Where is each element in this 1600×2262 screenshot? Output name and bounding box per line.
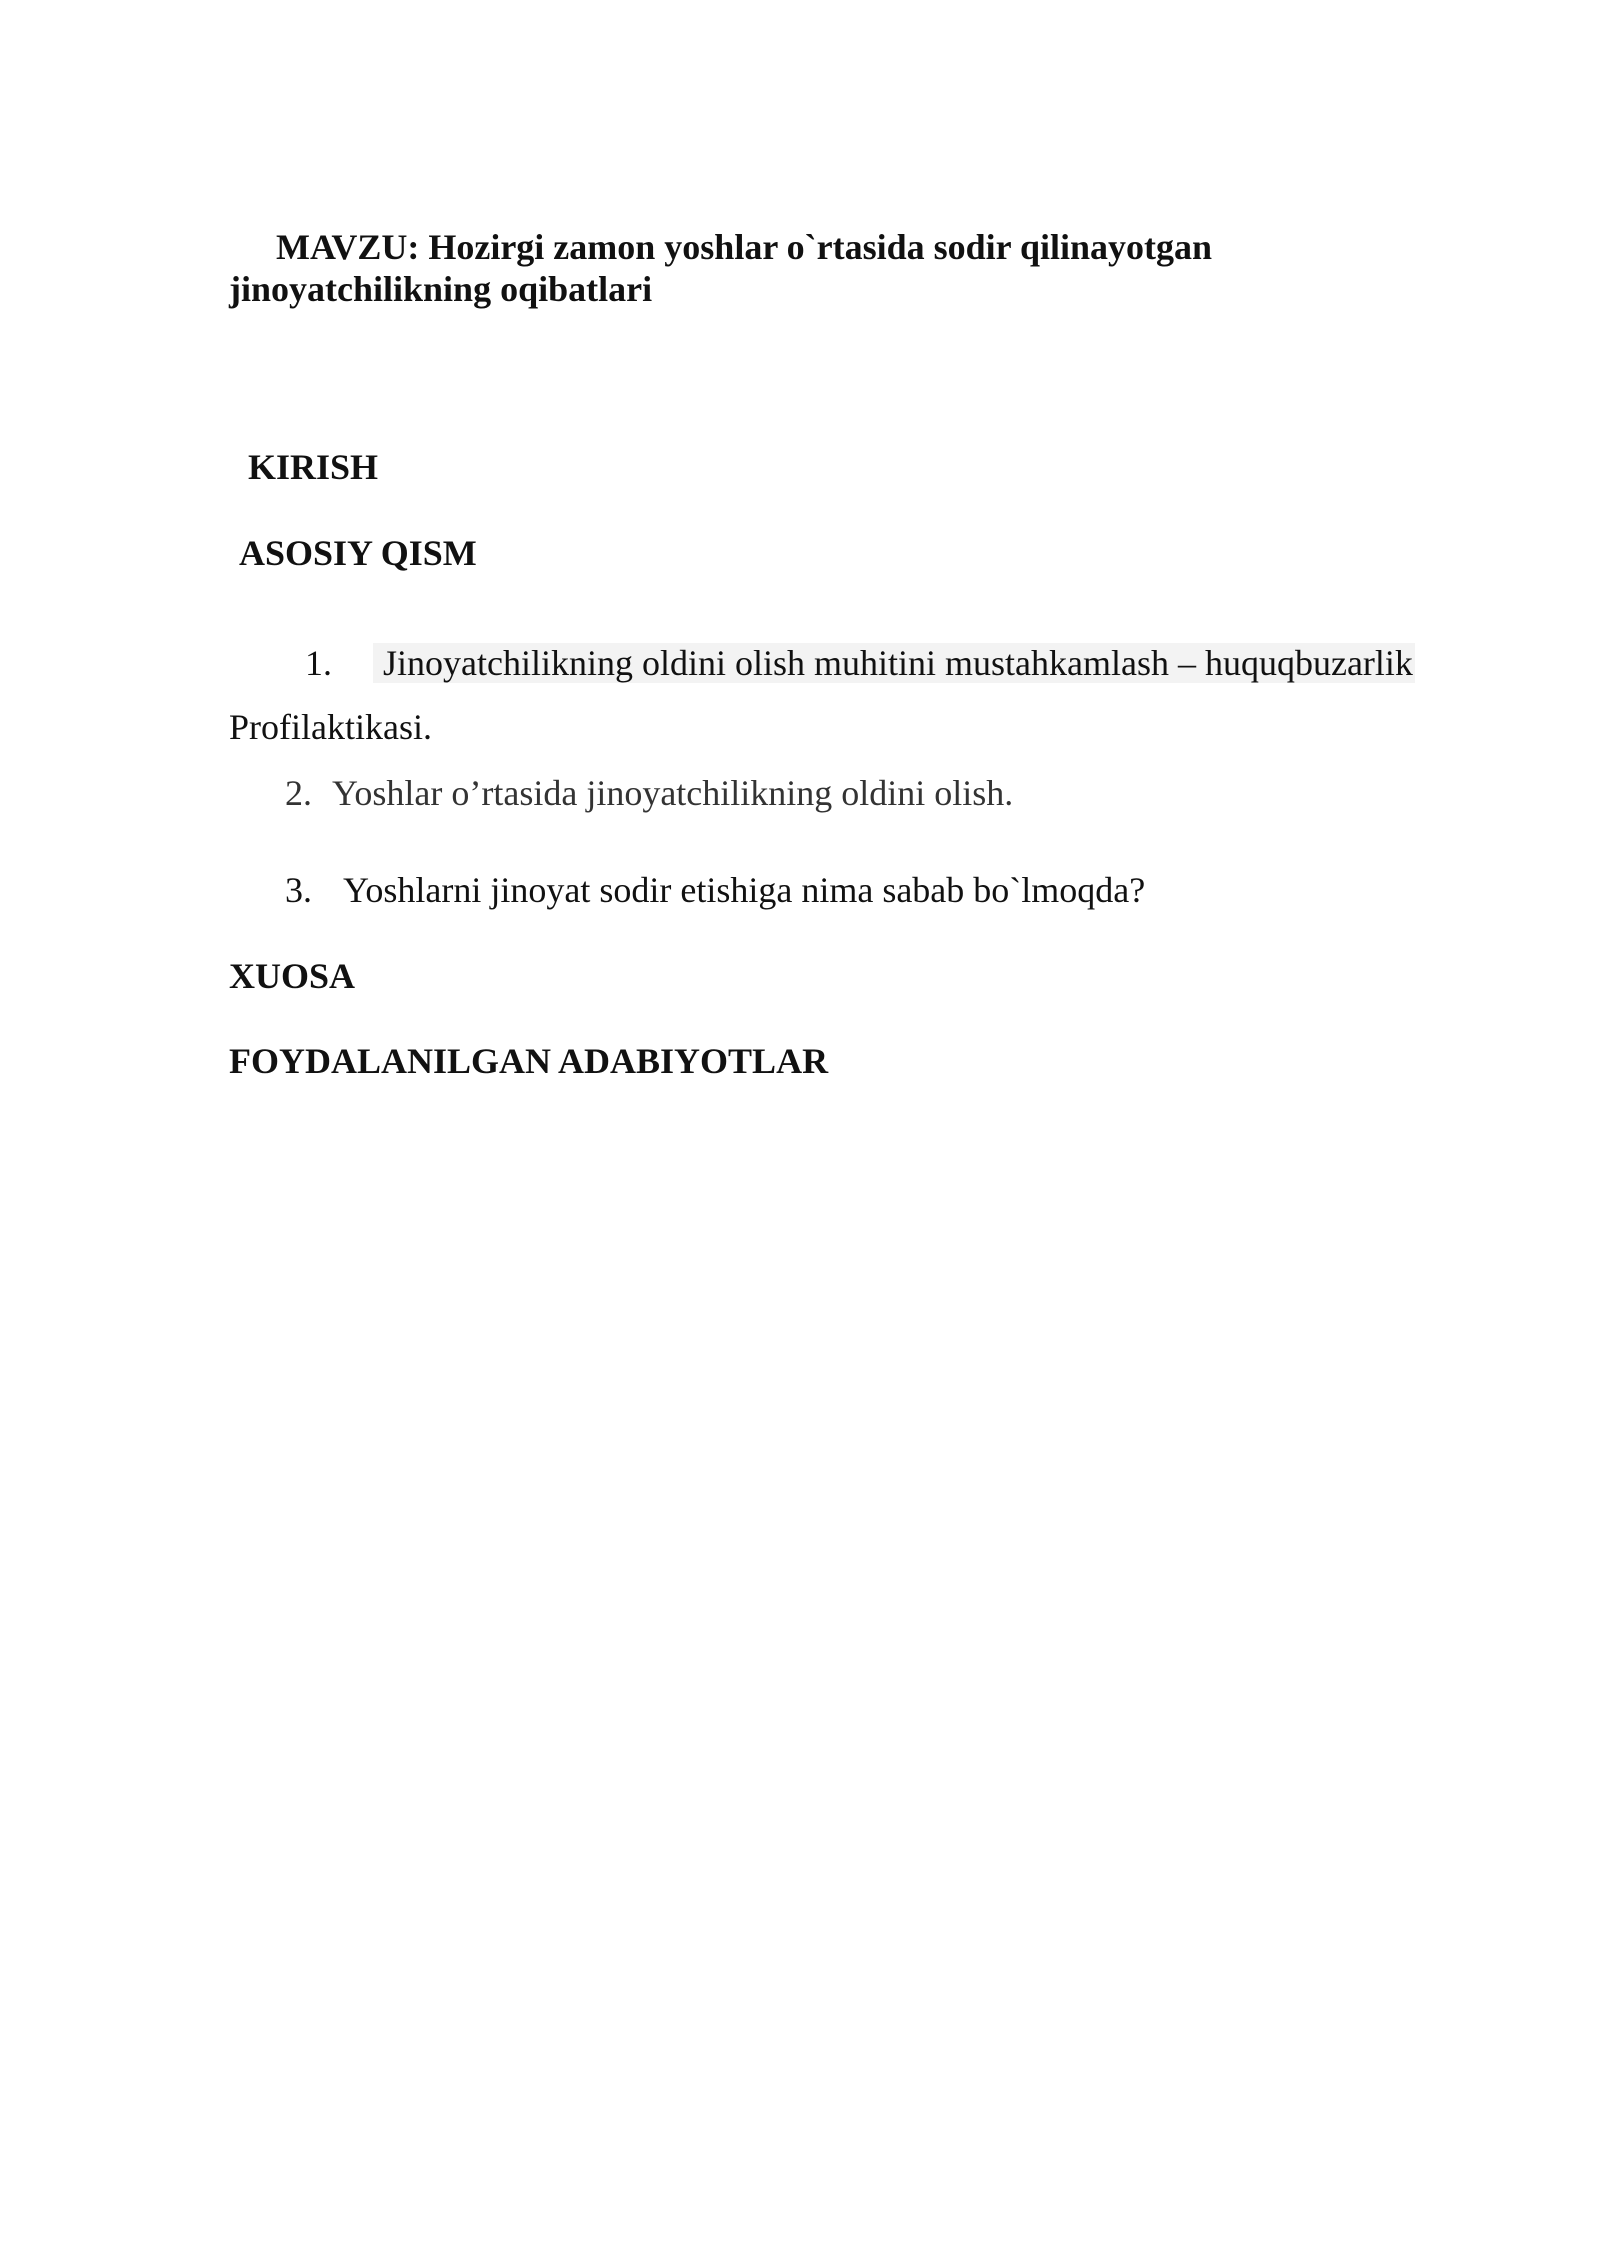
heading-foydalanilgan-adabiyotlar: FOYDALANILGAN ADABIYOTLAR (229, 1041, 829, 1081)
list-item-2-text: Yoshlar o’rtasida jinoyatchilikning oldini olish. (332, 773, 1014, 813)
heading-asosiy-qism: ASOSIY QISM (239, 533, 477, 573)
title-line-2: jinoyatchilikning oqibatlari (229, 269, 653, 309)
heading-xulosa: XUOSA (229, 956, 356, 996)
heading-kirish: KIRISH (248, 447, 379, 487)
list-item-3-text: Yoshlarni jinoyat sodir etishiga nima sabab bo`lmoqda? (343, 870, 1146, 910)
document-title (229, 226, 1429, 310)
list-item-3 (285, 869, 1145, 911)
list-item-1-text: Jinoyatchilikning oldini olish muhitini mustahkamlash – huquqbuzarlik (373, 643, 1415, 683)
title-line-1: MAVZU: Hozirgi zamon yoshlar o`rtasida sodir qilinayotgan (276, 227, 1213, 267)
list-item-1-number: 1. (305, 643, 332, 683)
list-item-2-number: 2. (285, 773, 312, 813)
list-item-1 (305, 642, 1415, 684)
list-item-3-number: 3. (285, 870, 312, 910)
list-item-1-continuation: Profilaktikasi. (229, 707, 432, 747)
list-item-2 (285, 772, 1013, 814)
